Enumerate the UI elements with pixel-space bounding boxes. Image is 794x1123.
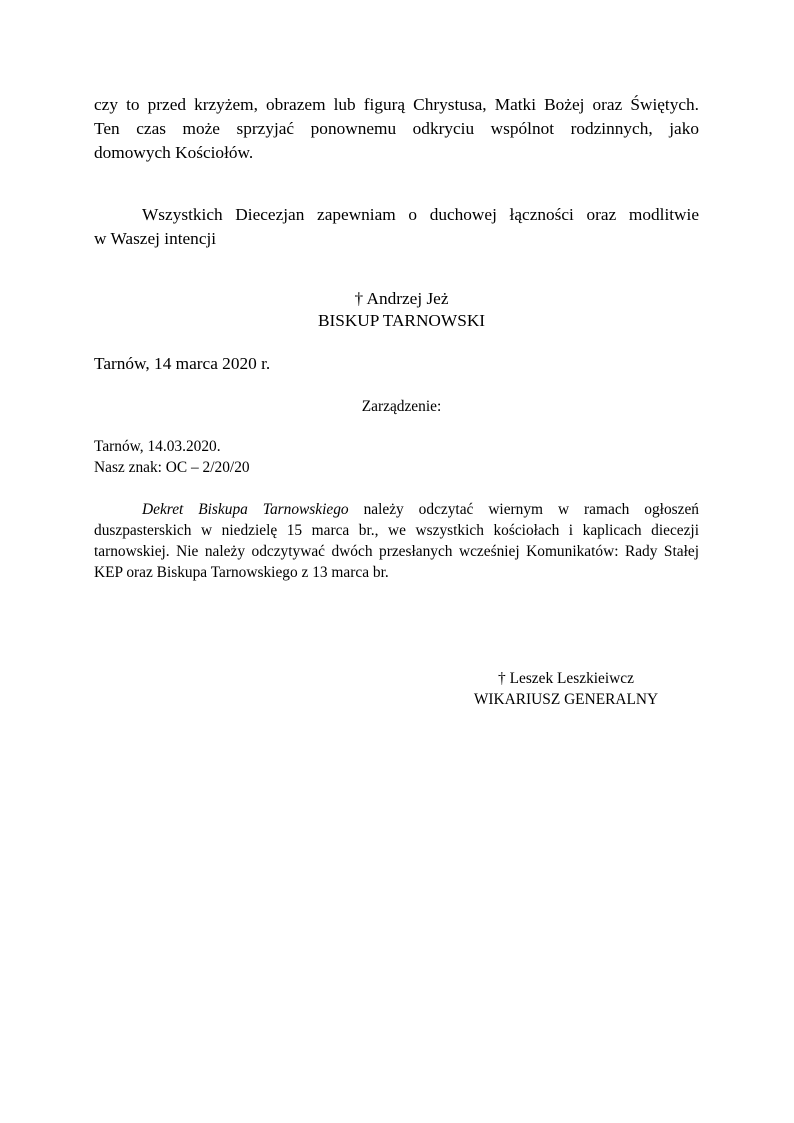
text-line: tarnowskiej. Nie należy odczytywać dwóch przesłanych wcześniej Komunikatów: Rady Stałej	[94, 543, 699, 560]
ordinance-date: Tarnów, 14.03.2020.	[94, 438, 221, 455]
text-fragment: należy odczytać wiernym w ramach ogłoszeń	[348, 501, 700, 518]
text-line: duszpasterskich w niedzielę 15 marca br., we wszystkich kościołach i kaplicach diecezji	[94, 522, 699, 539]
text-line: KEP oraz Biskupa Tarnowskiego z 13 marca br.	[94, 564, 389, 581]
bishop-signature-title: BISKUP TARNOWSKI	[317, 311, 486, 330]
letter-paragraph-continuation	[94, 93, 699, 165]
text-line: czy to przed krzyżem, obrazem lub figurą Chrystusa, Matki Bożej oraz Świętych.	[94, 95, 699, 114]
text-line	[94, 499, 699, 520]
text-line: Wszystkich Diecezjan zapewniam o duchowej łączności oraz modlitwie	[142, 205, 699, 224]
text-line: Ten czas może sprzyjać ponownemu odkryciu wspólnot rodzinnych, jako	[94, 119, 699, 138]
bishop-signature-name: † Andrzej Jeż	[354, 289, 449, 308]
ordinance-meta	[94, 436, 699, 478]
letter-closing-paragraph	[94, 203, 699, 251]
vicar-signature-name: † Leszek Leszkieiwcz	[498, 670, 634, 687]
text-line: w Waszej intencji	[94, 229, 217, 248]
ordinance-reference: Nasz znak: OC – 2/20/20	[94, 459, 250, 476]
ordinance-heading: Zarządzenie:	[361, 398, 442, 415]
decree-title: Dekret Biskupa Tarnowskiego	[142, 501, 349, 518]
ordinance-body	[94, 499, 699, 583]
vicar-signature-title: WIKARIUSZ GENERALNY	[473, 691, 659, 708]
letter-date-place: Tarnów, 14 marca 2020 r.	[94, 354, 271, 373]
text-line: domowych Kościołów.	[94, 143, 254, 162]
